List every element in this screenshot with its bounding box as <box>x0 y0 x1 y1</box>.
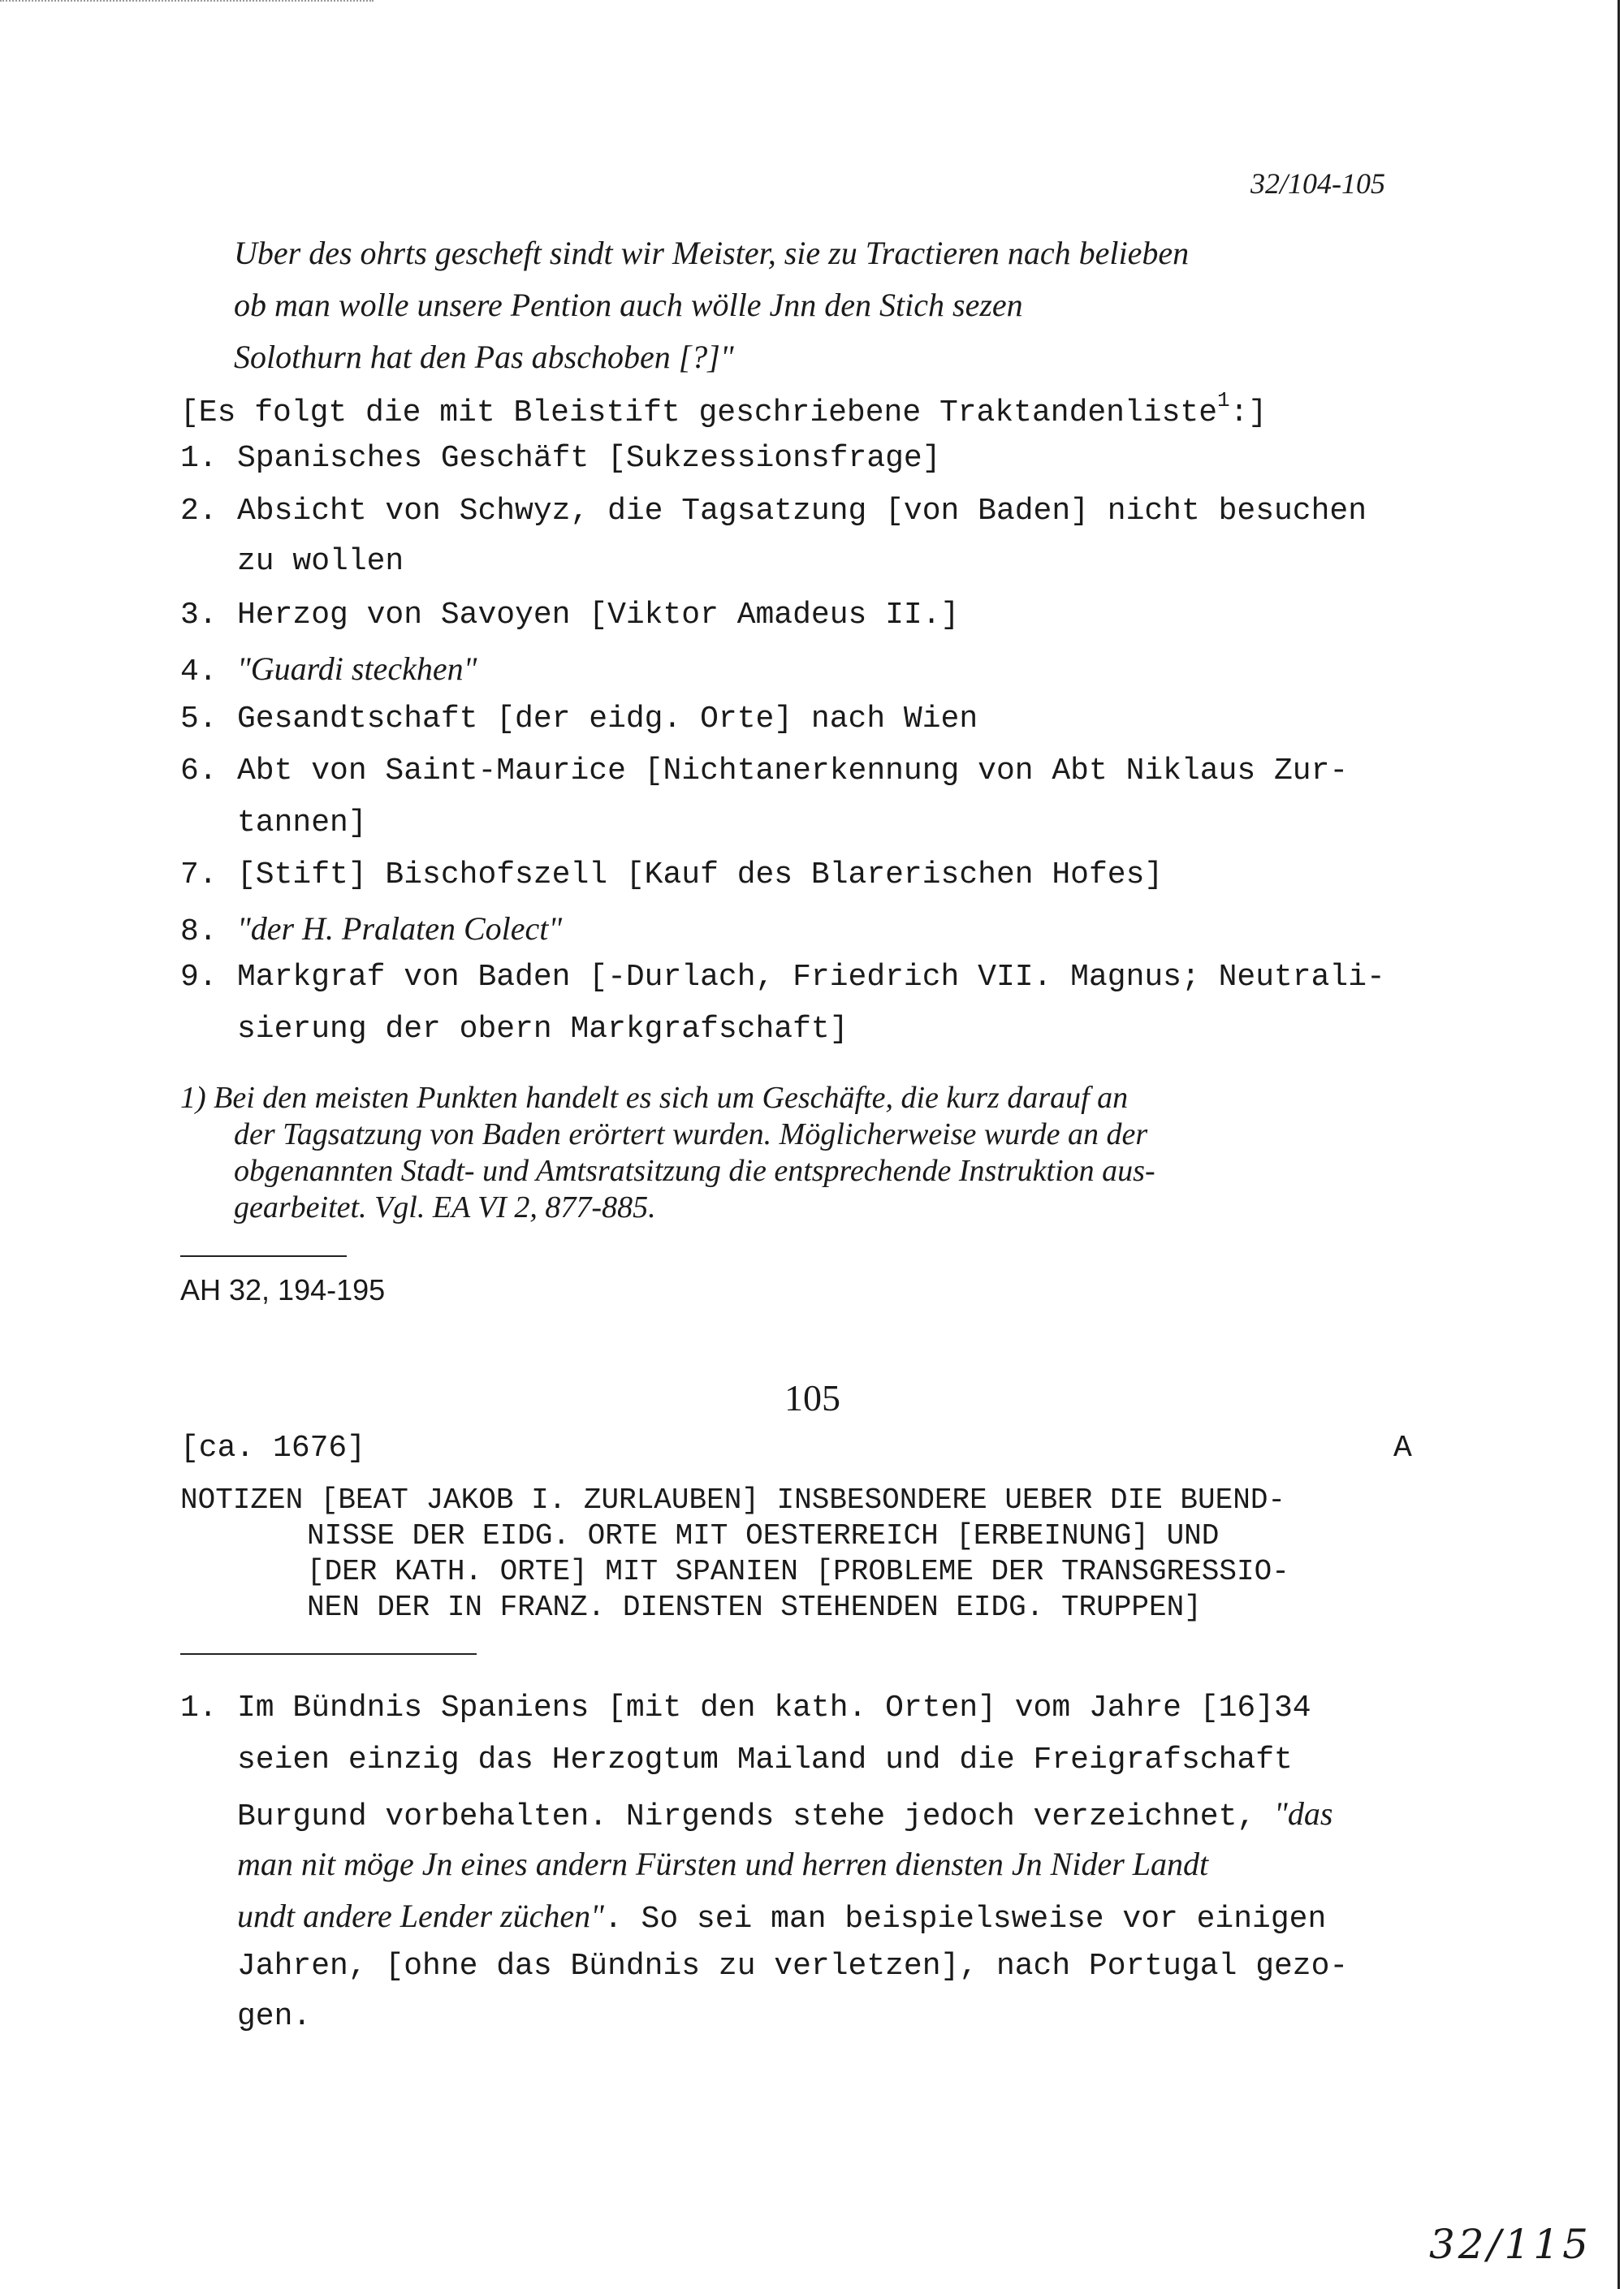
quote-line-2: ob man wolle unsere Pention auch wölle Jnn den Stich sezen <box>234 287 1023 323</box>
footnote-line-3: obgenannten Stadt- und Amtsratsitzung die entsprechende Instruktion aus- <box>234 1154 1155 1188</box>
paragraph-line: 1. Im Bündnis Spaniens [mit den kath. Orten] vom Jahre [16]34 <box>180 1691 1311 1725</box>
list-item: 7. [Stift] Bischofszell [Kauf des Blarerischen Hofes] <box>180 857 1164 892</box>
list-item-continuation: tannen] <box>237 805 367 840</box>
intro-text: [Es folgt die mit Bleistift geschriebene Traktandenliste <box>180 395 1218 430</box>
list-item-continuation: sierung der obern Markgrafschaft] <box>237 1012 849 1047</box>
divider <box>180 1255 347 1257</box>
intro-line <box>180 388 1267 430</box>
paragraph-line: seien einzig das Herzogtum Mailand und die Freigrafschaft <box>237 1743 1293 1777</box>
document-date: [ca. 1676] <box>180 1431 366 1466</box>
list-item: 6. Abt von Saint-Maurice [Nichtanerkennung von Abt Niklaus Zur- <box>180 754 1349 788</box>
footnote-line-4: gearbeitet. Vgl. EA VI 2, 877-885. <box>234 1190 656 1224</box>
page-reference: 32/104-105 <box>1250 167 1385 200</box>
list-item: 3. Herzog von Savoyen [Viktor Amadeus II.] <box>180 598 960 633</box>
heading-line-3: [DER KATH. ORTE] MIT SPANIEN [PROBLEME DER TRANSGRESSIO- <box>307 1555 1289 1588</box>
paragraph-line: Burgund vorbehalten. Nirgends stehe jedoch verzeichnet, "das <box>237 1795 1333 1834</box>
list-item: 5. Gesandtschaft [der eidg. Orte] nach Wien <box>180 702 978 736</box>
source-reference: AH 32, 194-195 <box>180 1273 386 1306</box>
list-item: 2. Absicht von Schwyz, die Tagsatzung [von Baden] nicht besuchen <box>180 494 1367 529</box>
paragraph-line: Jahren, [ohne das Bündnis zu verletzen], nach Portugal gezo- <box>237 1949 1349 1984</box>
list-item: 1. Spanisches Geschäft [Sukzessionsfrage] <box>180 441 941 476</box>
heading-line-1: NOTIZEN [BEAT JAKOB I. ZURLAUBEN] INSBESONDERE UEBER DIE BUEND- <box>180 1484 1286 1517</box>
list-item: 4. "Guardi steckhen" <box>180 650 477 689</box>
footnote-marker: 1 <box>1217 388 1230 412</box>
heading-line-2: NISSE DER EIDG. ORTE MIT OESTERREICH [ERBEINUNG] UND <box>307 1519 1220 1553</box>
list-item: 8. "der H. Pralaten Colect" <box>180 910 563 949</box>
paragraph-line: gen. <box>237 1999 312 2034</box>
document-number: 105 <box>784 1377 840 1419</box>
divider <box>180 1653 477 1655</box>
document-type-letter: A <box>1393 1431 1412 1466</box>
footnote-line-2: der Tagsatzung von Baden erörtert wurden. Möglicherweise wurde an der <box>234 1117 1148 1151</box>
footnote-line-1: 1) Bei den meisten Punkten handelt es sich um Geschäfte, die kurz darauf an <box>180 1081 1129 1115</box>
paragraph-quote-line: man nit möge Jn eines andern Fürsten und herren diensten Jn Nider Landt <box>237 1846 1209 1882</box>
quote-line-3: Solothurn hat den Pas abschoben [?]" <box>234 339 734 375</box>
handwritten-page-number: 32/115 <box>1429 2221 1592 2268</box>
intro-tail: :] <box>1229 395 1268 430</box>
list-item: 9. Markgraf von Baden [-Durlach, Friedrich VII. Magnus; Neutrali- <box>180 960 1385 995</box>
list-item-continuation: zu wollen <box>237 544 404 579</box>
quote-line-1: Uber des ohrts gescheft sindt wir Meister, sie zu Tractieren nach belieben <box>234 235 1190 271</box>
heading-line-4: NEN DER IN FRANZ. DIENSTEN STEHENDEN EIDG. TRUPPEN] <box>307 1591 1202 1624</box>
scan-edge <box>0 0 374 4</box>
paragraph-line: undt andere Lender züchen". So sei man beispielsweise vor einigen <box>237 1898 1327 1937</box>
page-edge <box>1618 0 1620 2289</box>
